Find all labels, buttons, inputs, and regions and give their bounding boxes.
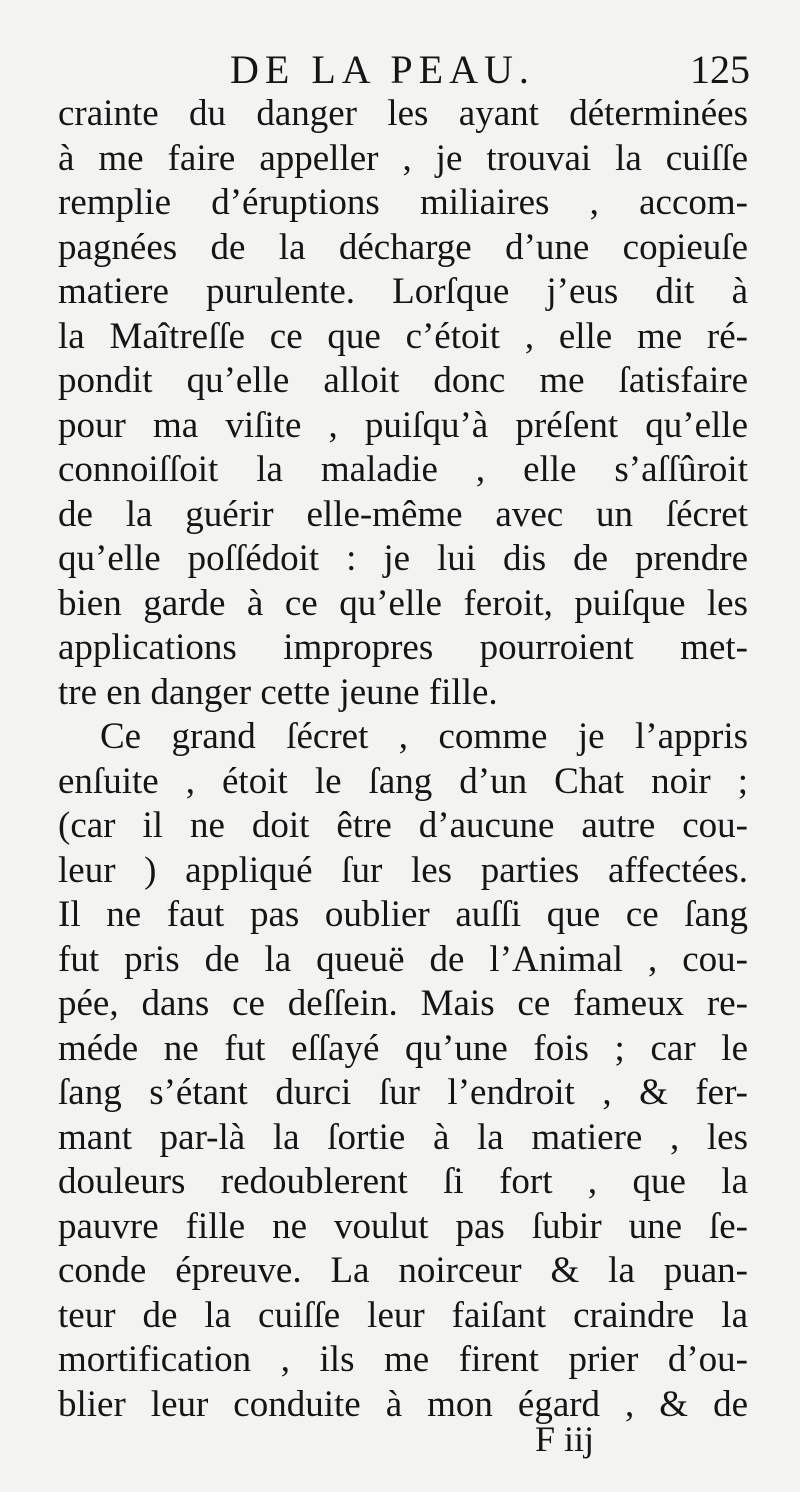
text-line: connoiſſoit la maladie , elle s’aſſûroit	[58, 449, 748, 490]
page-number: 125	[690, 47, 750, 92]
text-line: mant par-là la ſortie à la matiere , les	[58, 1116, 748, 1158]
text-line: enſuite , étoit le ſang d’un Chat noir ;	[58, 760, 748, 802]
text-line: ſang s’étant durci ſur l’endroit , & fer-	[58, 1072, 748, 1113]
text-line: qu’elle poſſédoit : je lui dis de prendre	[58, 538, 748, 579]
text-line: la Maîtreſſe ce que c’étoit , elle me ré-	[58, 315, 748, 357]
text-line: douleurs redoublerent ſi fort , que la	[58, 1161, 748, 1202]
text-line: Il ne faut pas oublier auſſi que ce ſang	[58, 894, 748, 935]
text-line: mortification , ils me firent prier d’ou-	[58, 1339, 748, 1380]
text-line: matiere purulente. Lorſque j’eus dit à	[58, 271, 748, 312]
text-line: conde épreuve. La noirceur & la puan-	[58, 1250, 748, 1291]
text-line: blier leur conduite à mon égard , & de	[58, 1383, 748, 1425]
paragraph-end-line: tre en danger cette jeune fille.	[58, 671, 498, 713]
text-line: à me faire appeller , je trouvai la cuiſſe	[58, 137, 748, 179]
text-line: pondit qu’elle alloit donc me ſatisfaire	[58, 360, 748, 401]
text-line: bien garde à ce qu’elle feroit, puiſque les	[58, 582, 748, 624]
text-line: pagnées de la décharge d’une copieuſe	[58, 226, 748, 268]
page-header	[60, 46, 750, 96]
text-line: de la guérir elle-même avec un ſécret	[58, 493, 748, 535]
text-line: fut pris de la queuë de l’Animal , cou-	[58, 938, 748, 980]
text-line: pour ma viſite , puiſqu’à préſent qu’elle	[58, 404, 748, 446]
text-line: méde ne fut eſſayé qu’une fois ; car le	[58, 1027, 748, 1069]
text-line: (car il ne doit être d’aucune autre cou-	[58, 805, 748, 846]
paragraph-start-line: Ce grand ſécret , comme je l’appris	[100, 716, 748, 757]
text-line: leur ) appliqué ſur les parties affectées.	[58, 849, 748, 891]
text-line: applications impropres pourroient met-	[58, 627, 748, 668]
text-line: remplie d’éruptions miliaires , accom-	[58, 182, 748, 223]
text-line: teur de la cuiſſe leur faiſant craindre la	[58, 1294, 748, 1336]
signature-mark: F iij	[535, 1419, 595, 1459]
running-head: DE LA PEAU.	[230, 47, 535, 92]
text-line: pée, dans ce deſſein. Mais ce fameux re-	[58, 983, 748, 1024]
body-text	[58, 92, 748, 1427]
text-line: pauvre fille ne voulut pas ſubir une ſe-	[58, 1205, 748, 1247]
text-line: crainte du danger les ayant déterminées	[58, 93, 748, 134]
